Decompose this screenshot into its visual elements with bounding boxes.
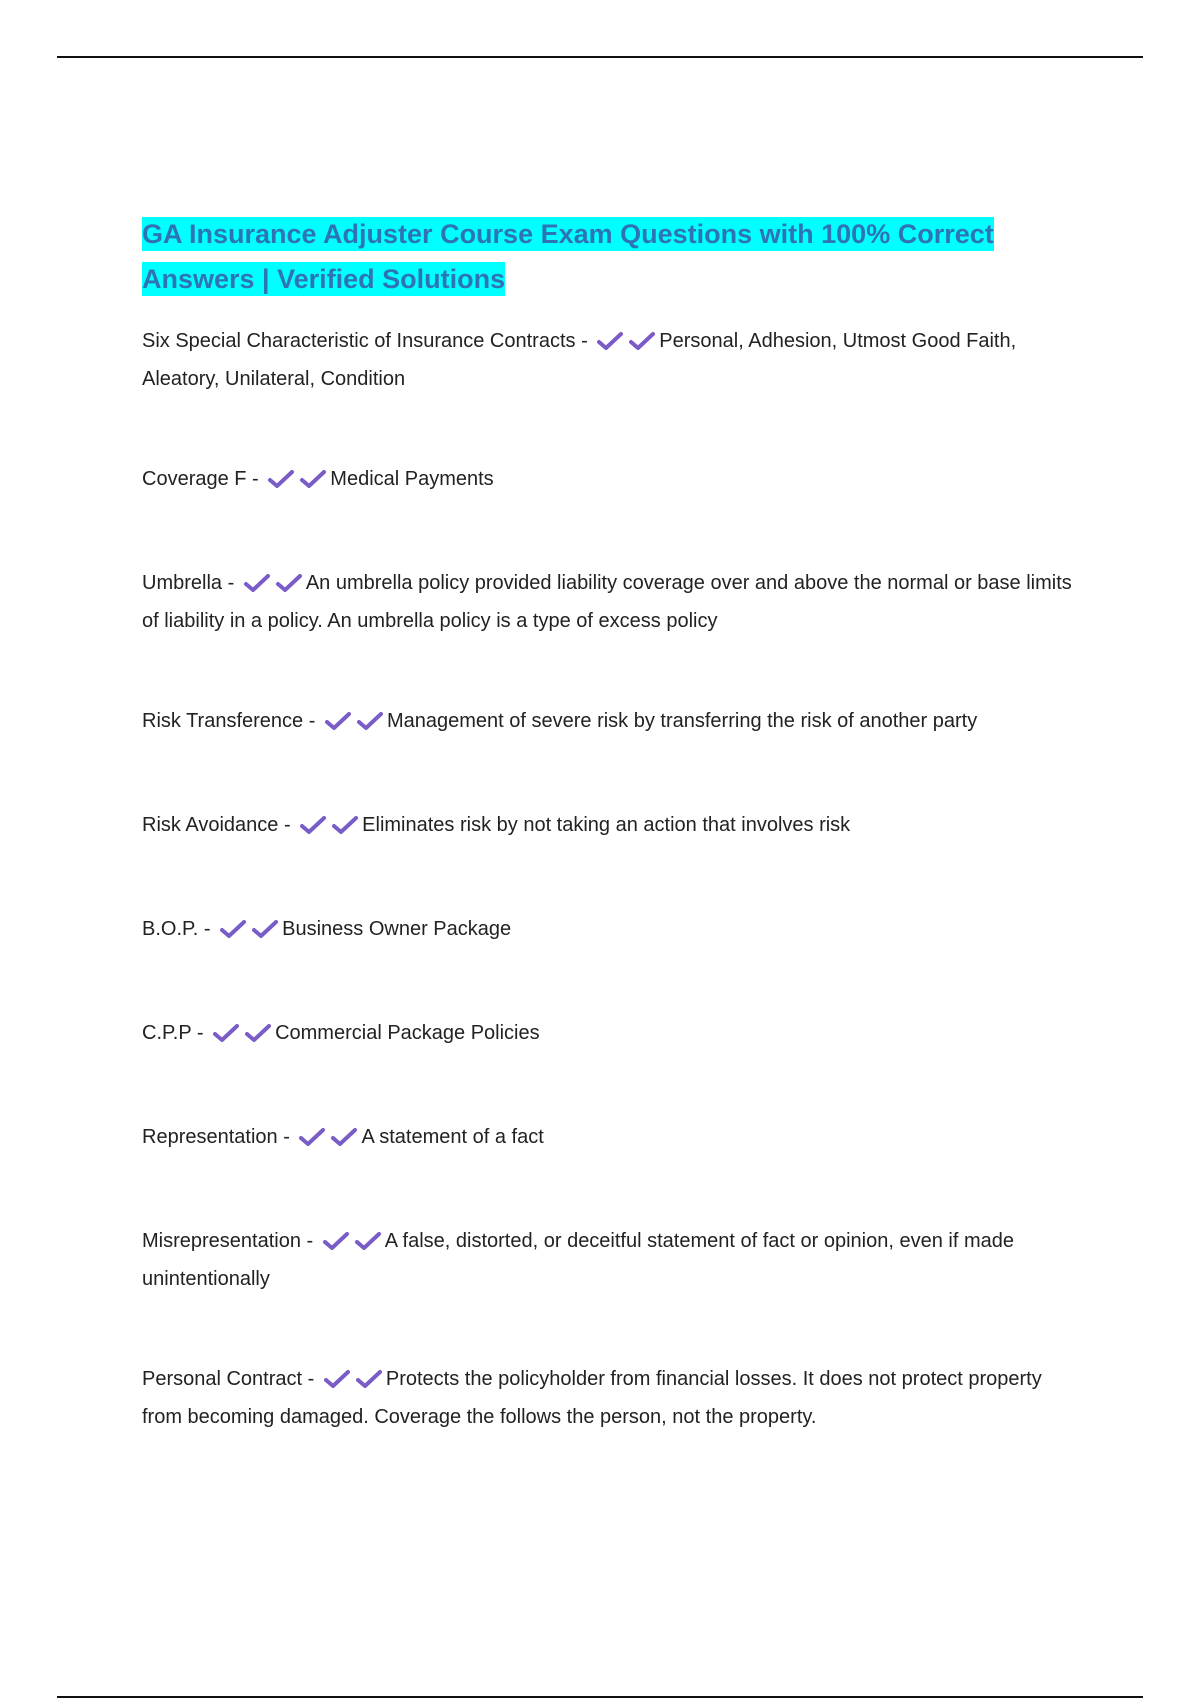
- qa-separator: -: [278, 814, 297, 836]
- qa-separator: -: [191, 1022, 210, 1044]
- checkmark-icon: [268, 469, 294, 489]
- qa-term: Risk Avoidance: [142, 814, 279, 836]
- qa-answer: A false, distorted, or deceitful statement of fact or opinion, even if made unintentionally: [142, 1230, 1014, 1290]
- qa-answer: Commercial Package Policies: [275, 1022, 540, 1044]
- qa-item: [142, 912, 1072, 950]
- checkmark-icon: [213, 1023, 239, 1043]
- qa-term: Risk Transference: [142, 710, 304, 732]
- qa-item: [142, 1362, 1072, 1434]
- qa-answer: Medical Payments: [330, 468, 494, 490]
- checkmark-icon: [355, 1231, 381, 1251]
- qa-answer: A statement of a fact: [361, 1126, 544, 1148]
- document-title-text: GA Insurance Adjuster Course Exam Questions with 100% Correct Answers | Verified Solutions: [142, 219, 994, 294]
- check-pair: [325, 708, 385, 742]
- checkmark-icon: [331, 1127, 357, 1147]
- checkmark-icon: [299, 1127, 325, 1147]
- qa-answer: An umbrella policy provided liability coverage over and above the normal or base limits of liability in a policy. An umbrella policy is a type of excess policy: [142, 572, 1072, 632]
- check-pair: [244, 570, 304, 604]
- checkmark-icon: [220, 919, 246, 939]
- header-rule: [57, 56, 1143, 58]
- qa-item: [142, 1120, 1072, 1158]
- checkmark-icon: [357, 711, 383, 731]
- checkmark-icon: [323, 1231, 349, 1251]
- qa-separator: -: [198, 918, 217, 940]
- checkmark-icon: [597, 331, 623, 351]
- check-pair: [299, 1124, 359, 1158]
- checkmark-icon: [300, 469, 326, 489]
- qa-term: Representation: [142, 1126, 278, 1148]
- qa-term: B.O.P.: [142, 918, 199, 940]
- checkmark-icon: [356, 1369, 382, 1389]
- qa-item: [142, 1016, 1072, 1054]
- checkmark-icon: [629, 331, 655, 351]
- check-pair: [323, 1228, 383, 1262]
- qa-separator: -: [303, 710, 321, 732]
- qa-separator: -: [277, 1126, 296, 1148]
- qa-item: [142, 566, 1072, 638]
- qa-answer: Eliminates risk by not taking an action that involves risk: [362, 814, 851, 836]
- check-pair: [213, 1020, 273, 1054]
- footer-rule: [57, 1696, 1143, 1698]
- qa-item: [142, 1224, 1072, 1296]
- checkmark-icon: [276, 573, 302, 593]
- qa-term: Umbrella: [142, 572, 223, 594]
- qa-term: Personal Contract: [142, 1368, 303, 1390]
- qa-answer: Business Owner Package: [282, 918, 512, 940]
- qa-answer: Management of severe risk by transferring the risk of another party: [386, 710, 978, 732]
- check-pair: [300, 812, 360, 846]
- check-pair: [268, 466, 328, 500]
- qa-term: Coverage F: [142, 468, 247, 490]
- document-title: [142, 212, 1072, 302]
- qa-answer: Personal, Adhesion, Utmost Good Faith, Aleatory, Unilateral, Condition: [142, 330, 1017, 390]
- qa-answer: Protects the policyholder from financial losses. It does not protect property from becoming damaged. Coverage the follows the person, not the property.: [142, 1368, 1042, 1428]
- qa-separator: -: [300, 1230, 319, 1252]
- qa-item: [142, 704, 1072, 742]
- check-pair: [324, 1366, 384, 1400]
- qa-separator: -: [302, 1368, 320, 1390]
- checkmark-icon: [325, 711, 351, 731]
- check-pair: [597, 328, 657, 362]
- qa-item: [142, 462, 1072, 500]
- checkmark-icon: [245, 1023, 271, 1043]
- qa-separator: -: [575, 330, 594, 352]
- qa-separator: -: [222, 572, 240, 594]
- checkmark-icon: [332, 815, 358, 835]
- qa-term: C.P.P: [142, 1022, 192, 1044]
- checkmark-icon: [300, 815, 326, 835]
- qa-term: Misrepresentation: [142, 1230, 301, 1252]
- checkmark-icon: [244, 573, 270, 593]
- qa-separator: -: [246, 468, 265, 490]
- checkmark-icon: [252, 919, 278, 939]
- checkmark-icon: [324, 1369, 350, 1389]
- qa-term: Six Special Characteristic of Insurance Contracts: [142, 330, 576, 352]
- qa-item: [142, 808, 1072, 846]
- document-body: [142, 212, 1072, 1434]
- check-pair: [220, 916, 280, 950]
- qa-list: [142, 324, 1072, 1434]
- qa-item: [142, 324, 1072, 396]
